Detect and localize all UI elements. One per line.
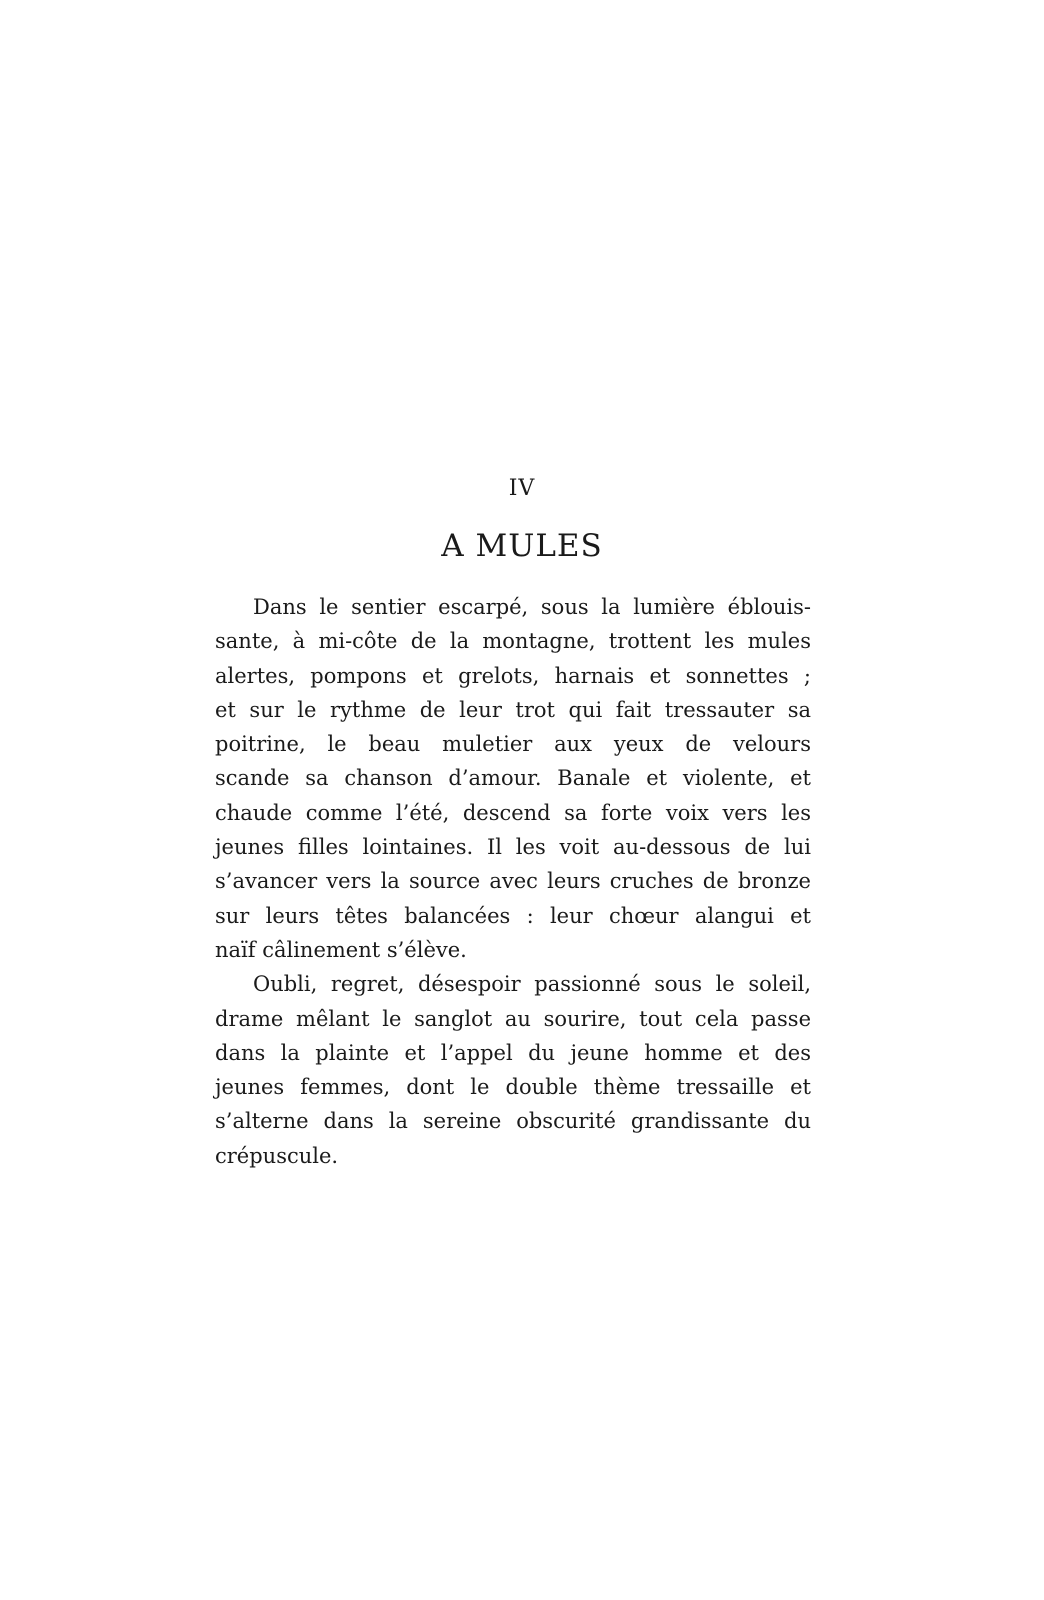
chapter-title: A MULES [441, 528, 603, 564]
text-line: jeunes filles lointaines. Il les voit au-dessous de lui [215, 835, 811, 860]
text-line: chaude comme l’été, descend sa forte voix vers les [215, 800, 811, 825]
text-line: et sur le rythme de leur trot qui fait tressauter sa [215, 697, 811, 722]
text-line: crépuscule. [215, 1143, 339, 1168]
text-line: drame mêlant le sanglot au sourire, tout cela passe [215, 1006, 811, 1031]
text-line: scande sa chanson d’amour. Banale et violente, et [215, 766, 811, 791]
text-line: jeunes femmes, dont le double thème tressaille et [215, 1075, 811, 1100]
paragraph-1 [215, 590, 811, 967]
chapter-body [215, 590, 811, 1173]
text-line: sur leurs têtes balancées : leur chœur alangui et [215, 903, 811, 928]
chapter-number: IV [508, 476, 536, 501]
text-line: dans la plainte et l’appel du jeune homme et des [215, 1040, 811, 1065]
text-line: sante, à mi-côte de la montagne, trottent les mules [215, 629, 811, 654]
text-line: s’alterne dans la sereine obscurité grandissante du [215, 1109, 811, 1134]
text-line: Dans le sentier escarpé, sous la lumière éblouis- [253, 595, 811, 619]
text-line: naïf câlinement s’élève. [215, 937, 467, 962]
text-line: s’avancer vers la source avec leurs cruches de bronze [215, 869, 811, 894]
paragraph-2 [215, 967, 811, 1173]
text-line: Oubli, regret, désespoir passionné sous le soleil, [253, 972, 811, 997]
text-line: poitrine, le beau muletier aux yeux de velours [215, 732, 811, 757]
text-line: alertes, pompons et grelots, harnais et sonnettes ; [215, 663, 811, 688]
